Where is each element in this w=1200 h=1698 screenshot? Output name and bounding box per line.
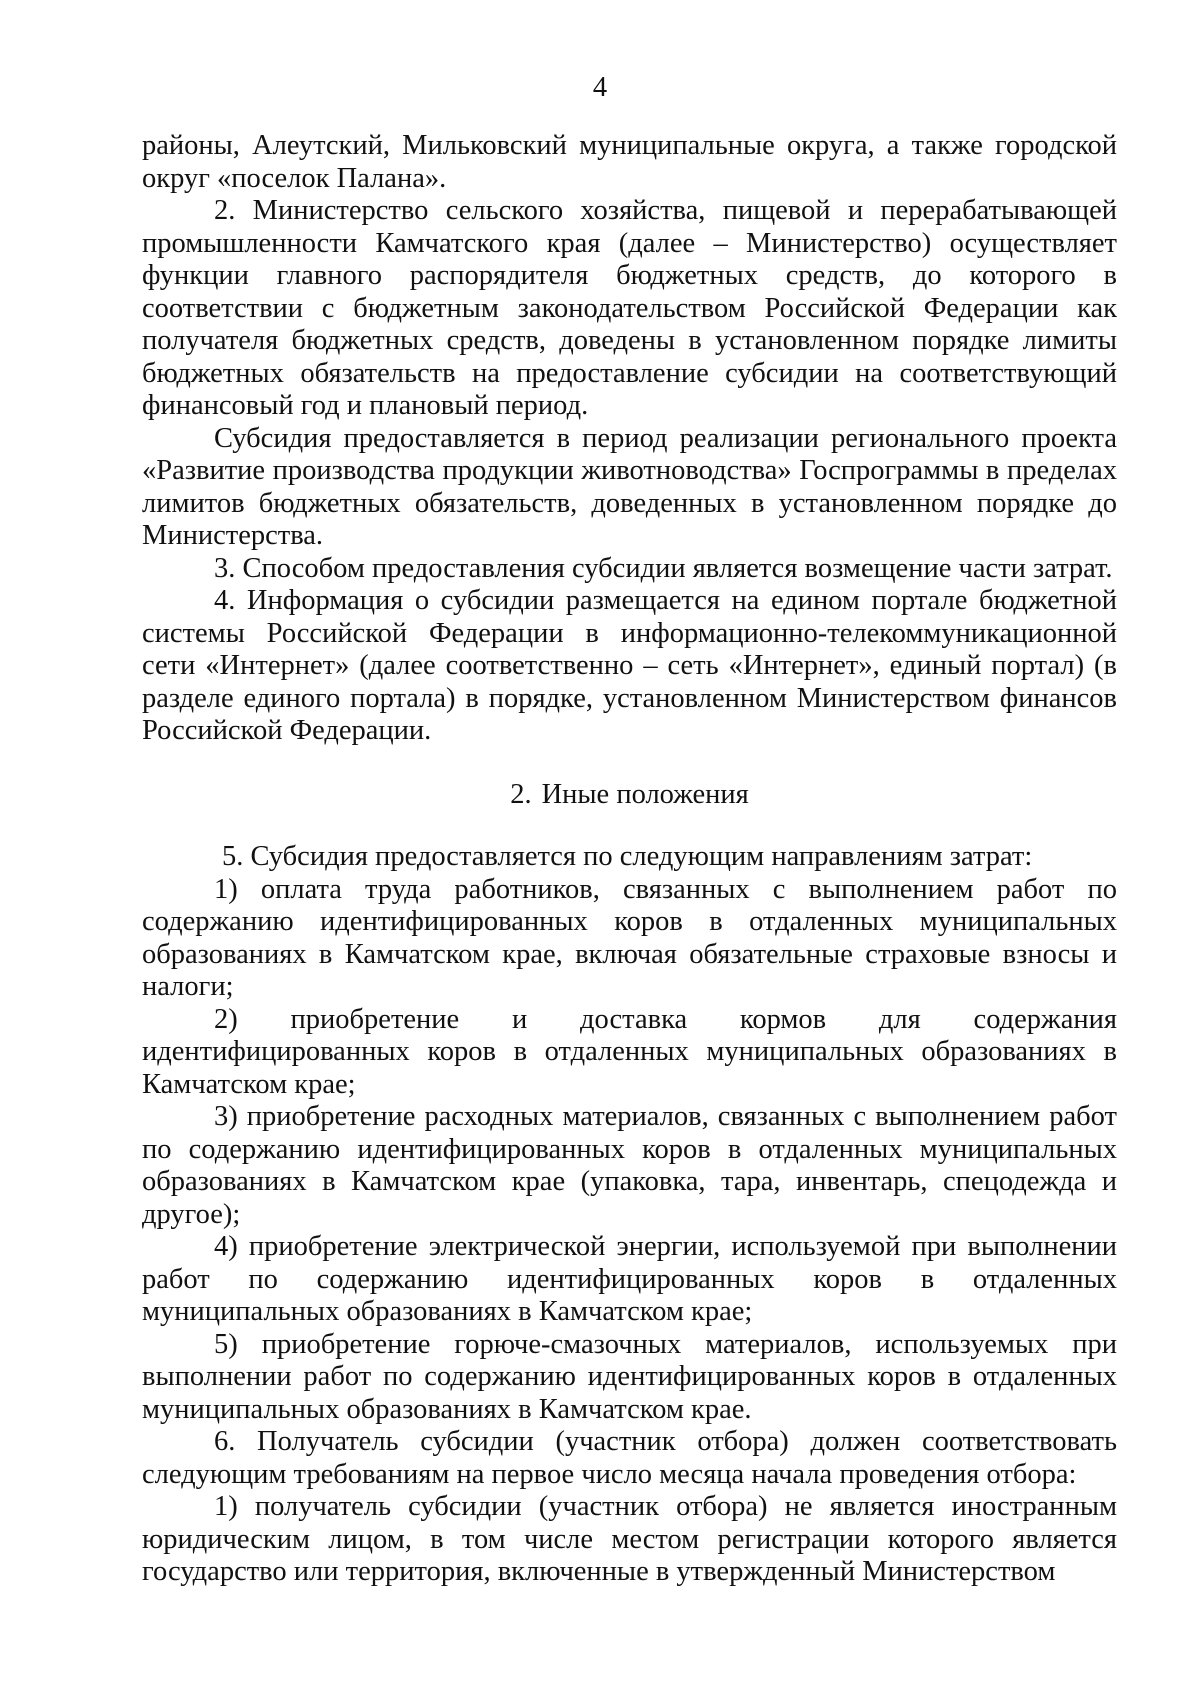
document-body: [142, 130, 1117, 1589]
list-item-4-electricity: 4) приобретение электрической энергии, используемой при выполнении работ по содержанию идентифицированных коров в отдаленных муниципальных образованиях в Камчатском крае;: [142, 1231, 1117, 1327]
paragraph-6-requirements: 6. Получатель субсидии (участник отбора) должен соответствовать следующим требованиям на первое число месяца начала проведения отбора:: [142, 1426, 1117, 1490]
list-item-1-labor: 1) оплата труда работников, связанных с выполнением работ по содержанию идентифицированных коров в отдаленных муниципальных образованиях в Камчатском крае, включая обязательные страховые взносы и налоги;: [142, 873, 1117, 1002]
list-item-5-fuel: 5) приобретение горюче-смазочных материалов, используемых при выполнении работ по содержанию идентифицированных коров в отдаленных муниципальных образованиях в Камчатском крае.: [142, 1328, 1117, 1425]
paragraph-subsidy-period: Субсидия предоставляется в период реализации регионального проекта «Развитие производства продукции животноводства» Госпрограммы в пределах лимитов бюджетных обязательств, доведенных в установленном порядке до Министерства.: [142, 422, 1117, 551]
list-item-3-materials: 3) приобретение расходных материалов, связанных с выполнением работ по содержанию идентифицированных коров в отдаленных муниципальных образованиях в Камчатском крае (упаковка, тара, инвентарь, спецодежда и другое);: [142, 1101, 1117, 1230]
paragraph-continuation: районы, Алеутский, Мильковский муниципальные округа, а также городской округ «поселок Палана».: [142, 130, 1117, 194]
paragraph-4-information: 4. Информация о субсидии размещается на едином портале бюджетной системы Российской Федерации в информационно-телекоммуникационной сети «Интернет» (далее соответственно – сеть «Интернет», единый портал) (в разделе единого портала) в порядке, установленном Министерством финансов Российской Федерации.: [142, 585, 1117, 746]
section-number: 2.: [510, 778, 532, 810]
paragraph-2-ministry: 2. Министерство сельского хозяйства, пищевой и перерабатывающей промышленности Камчатского края (далее – Министерство) осуществляет функции главного распорядителя бюджетных средств, до которого в соответствии с бюджетным законодательством Российской Федерации как получателя бюджетных средств, доведены в установленном порядке лимиты бюджетных обязательств на предоставление субсидии на соответствующий финансовый год и плановый период.: [142, 195, 1117, 421]
section-heading: [142, 779, 1117, 812]
page-number: 4: [592, 72, 608, 103]
section-title-text: Иные положения: [541, 778, 749, 810]
requirement-item-1: 1) получатель субсидии (участник отбора) не является иностранным юридическим лицом, в том числе местом регистрации которого является государство или территория, включенные в утвержденный Министерством: [142, 1491, 1117, 1587]
list-item-2-feed: 2) приобретение и доставка кормов для содержания идентифицированных коров в отдаленных муниципальных образованиях в Камчатском крае;: [142, 1003, 1117, 1100]
paragraph-3-method: 3. Способом предоставления субсидии является возмещение части затрат.: [214, 552, 1113, 584]
paragraph-5-directions: 5. Субсидия предоставляется по следующим направлениям затрат:: [222, 841, 1033, 872]
